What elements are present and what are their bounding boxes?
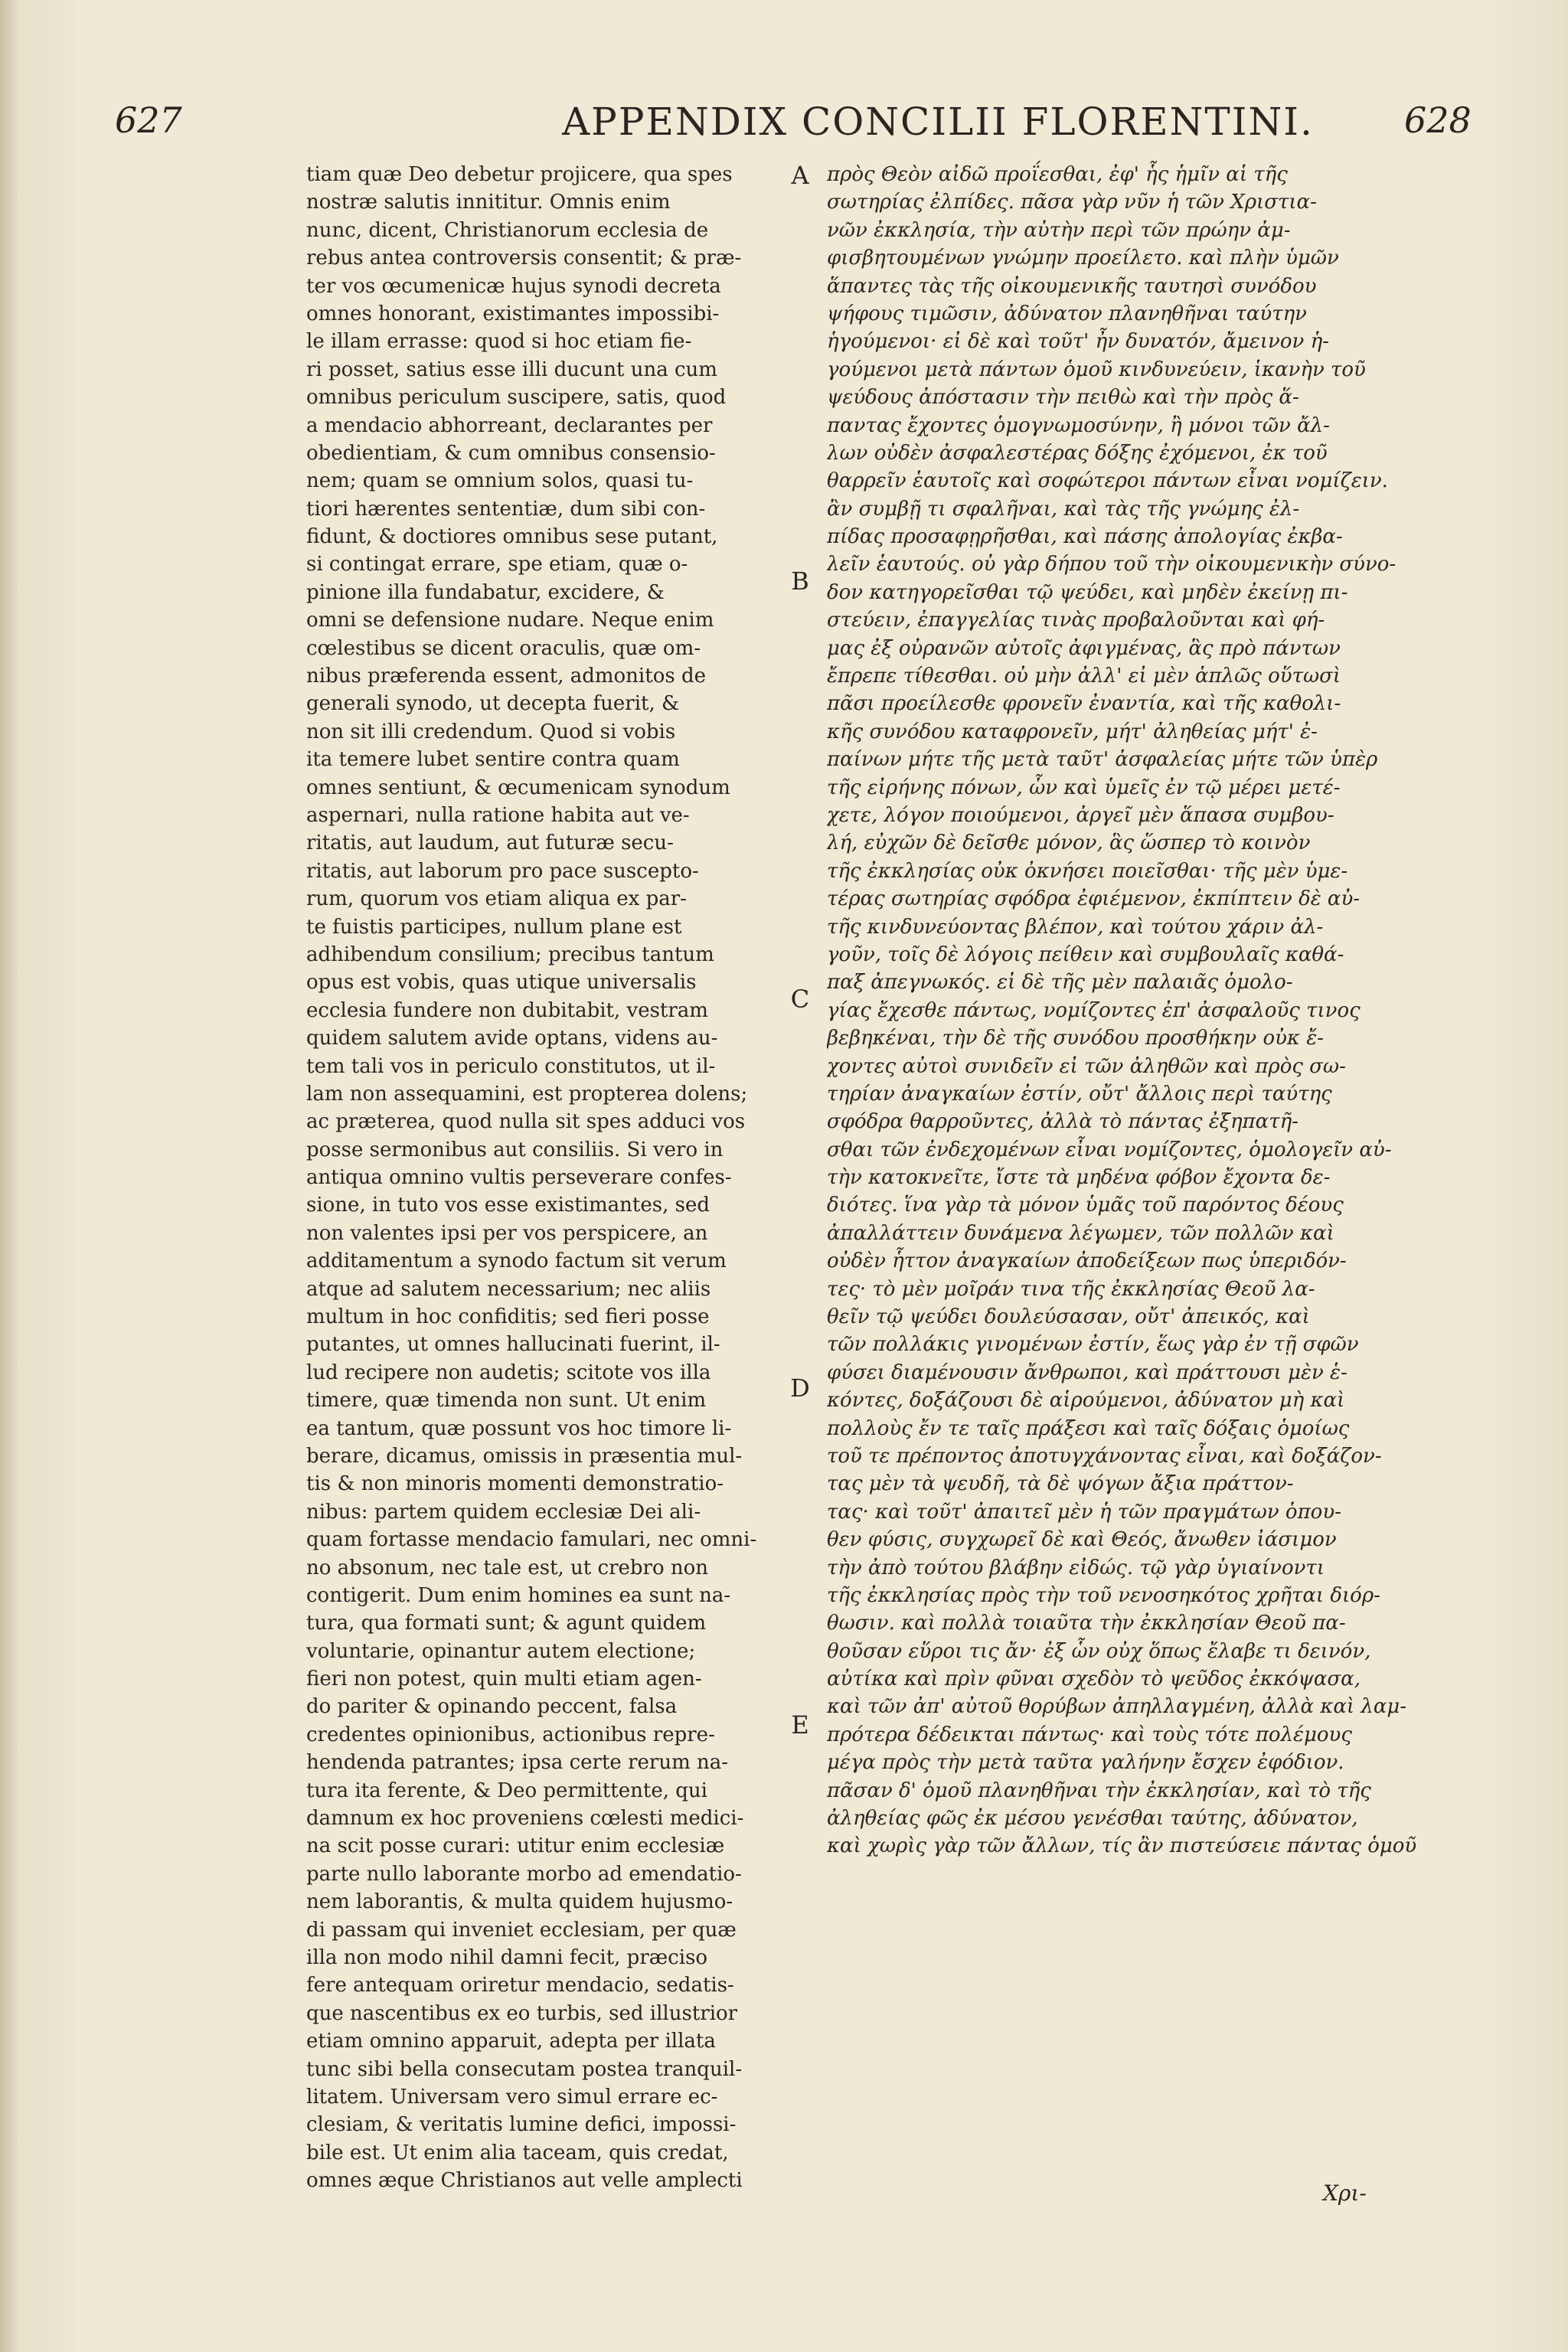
text-line: πᾶσι προείλεσθε φρονεῖν ἐναντία, καὶ τῆς καθολι-: [827, 692, 1341, 716]
text-line: παξ ἀπεγνωκός. εἰ δὲ τῆς μὲν παλαιᾶς ὁμολο-: [827, 971, 1293, 995]
text-line: rum, quorum vos etiam aliqua ex par-: [306, 887, 687, 911]
text-line: do pariter & opinando peccent, falsa: [306, 1695, 678, 1719]
text-line: ψεύδους ἀπόστασιν τὴν πειθὼ καὶ τὴν πρὸς ἅ-: [827, 386, 1299, 410]
text-line: ri posset, satius esse illi ducunt una cum: [306, 358, 717, 381]
text-line: nem; quam se omnium solos, quasi tu-: [306, 469, 694, 493]
text-line: τας μὲν τὰ ψευδῆ, τὰ δὲ ψόγων ἄξια πράττον-: [827, 1472, 1294, 1496]
text-line: non valentes ipsi per vos perspicere, an: [306, 1221, 708, 1245]
text-line: σωτηρίας ἐλπίδες. πᾶσα γὰρ νῦν ἡ τῶν Χριστια-: [827, 191, 1317, 214]
text-line: δον κατηγορεῖσθαι τῷ ψεύδει, καὶ μηδὲν ἐκείνῃ πι-: [827, 580, 1348, 604]
text-line: πᾶσαν δ' ὁμοῦ πλανηθῆναι τὴν ἐκκλησίαν, καὶ τὸ τῆς: [827, 1779, 1371, 1802]
text-line: parte nullo laborante morbo ad emendatio-: [306, 1862, 742, 1886]
text-line: que nascentibus ex eo turbis, sed illustrior: [306, 2001, 738, 2025]
text-line: θωσιν. καὶ πολλὰ τοιαῦτα τὴν ἐκκλησίαν Θεοῦ πα-: [827, 1612, 1346, 1635]
text-line: ἅπαντες τὰς τῆς οἰκουμενικῆς ταυτησὶ συνόδου: [827, 274, 1317, 298]
text-line: ritatis, aut laudum, aut futuræ secu-: [306, 831, 674, 855]
text-line: atque ad salutem necessarium; nec aliis: [306, 1277, 711, 1301]
text-line: τῆς κινδυνεύοντας βλέπον, καὶ τούτου χάριν ἀλ-: [827, 915, 1324, 939]
text-line: τὴν κατοκνεῖτε, ἴστε τὰ μηδένα φόβον ἔχοντα δε-: [827, 1166, 1331, 1190]
text-line: σθαι τῶν ἐνδεχομένων εἶναι νομίζοντες, ὁμολογεῖν αὐ-: [827, 1138, 1392, 1161]
text-line: additamentum a synodo factum sit verum: [306, 1250, 727, 1273]
text-line: sione, in tuto vos esse existimantes, sed: [306, 1194, 710, 1217]
text-line: θεῖν τῷ ψεύδει δουλεύσασαν, οὔτ' ἀπεικός, καὶ: [827, 1305, 1310, 1329]
latin-column: [306, 161, 781, 2243]
section-marker-b: B: [791, 567, 809, 596]
text-line: tem tali vos in periculo constitutos, ut il-: [306, 1054, 716, 1078]
text-line: voluntarie, opinantur autem electione;: [306, 1639, 696, 1663]
text-line: non sit illi credendum. Quod si vobis: [306, 720, 676, 743]
text-line: rebus antea controversis consentit; & præ-: [306, 247, 742, 270]
section-marker-c: C: [790, 985, 810, 1014]
text-line: aspernari, nulla ratione habita aut ve-: [306, 803, 690, 827]
text-line: ἀπαλλάττειν δυνάμενα λέγωμεν, τῶν πολλῶν καὶ: [827, 1221, 1334, 1245]
text-line: timere, quæ timenda non sunt. Ut enim: [306, 1389, 707, 1413]
text-line: τῆς εἰρήνης πόνων, ὧν καὶ ὑμεῖς ἐν τῷ μέρει μετέ-: [827, 776, 1341, 799]
text-line: καὶ τῶν ἀπ' αὐτοῦ θορύβων ἀπηλλαγμένη, ἀλλὰ καὶ λαμ-: [827, 1695, 1407, 1719]
text-line: τῶν πολλάκις γινομένων ἐστίν, ἕως γὰρ ἐν τῇ σφῶν: [827, 1333, 1359, 1357]
text-line: antiqua omnino vultis perseverare confes-: [306, 1166, 732, 1190]
text-line: διότες. ἵνα γὰρ τὰ μόνον ὑμᾶς τοῦ παρόντος δέους: [827, 1194, 1344, 1217]
text-line: quidem salutem avide optans, videns au-: [306, 1027, 718, 1050]
text-line: nem laborantis, & multa quidem hujusmo-: [306, 1890, 733, 1914]
text-line: χετε, λόγον ποιούμενοι, ἀργεῖ μὲν ἅπασα συμβου-: [827, 803, 1334, 827]
text-line: τας· καὶ τοῦτ' ἀπαιτεῖ μὲν ἡ τῶν πραγμάτων ὁπου-: [827, 1500, 1341, 1524]
text-line: contigerit. Dum enim homines ea sunt na-: [306, 1583, 731, 1607]
text-line: λή, εὐχῶν δὲ δεῖσθε μόνον, ἃς ὥσπερ τὸ κοινὸν: [827, 831, 1311, 855]
text-line: κῆς συνόδου καταφρονεῖν, μήτ' ἀληθείας μήτ' ἐ-: [827, 720, 1318, 743]
binding-shadow: [0, 0, 18, 2352]
text-line: obedientiam, & cum omnibus consensio-: [306, 441, 716, 465]
text-line: οὐδὲν ἧττον ἀναγκαίων ἀποδείξεων πως ὑπεριδόν-: [827, 1250, 1347, 1273]
text-line: putantes, ut omnes hallucinati fuerint, il-: [306, 1333, 720, 1357]
text-line: τοῦ τε πρέποντος ἀποτυγχάνοντας εἶναι, καὶ δοξάζον-: [827, 1444, 1382, 1468]
text-line: τὴν ἀπὸ τούτου βλάβην εἰδώς. τῷ γὰρ ὑγιαίνοντι: [827, 1556, 1325, 1579]
text-line: τῆς ἐκκλησίας πρὸς τὴν τοῦ νενοσηκότος χρῆται διόρ-: [827, 1583, 1380, 1607]
text-line: clesiam, & veritatis lumine defici, impossi-: [306, 2113, 737, 2137]
text-line: omnibus periculum suscipere, satis, quod: [306, 386, 727, 410]
text-line: ac præterea, quod nulla sit spes adduci vos: [306, 1110, 746, 1134]
text-line: τες· τὸ μὲν μοῖράν τινα τῆς ἐκκλησίας Θεοῦ λα-: [827, 1277, 1315, 1301]
section-marker-e: E: [791, 1710, 809, 1740]
text-line: a mendacio abhorreant, declarantes per: [306, 413, 713, 437]
running-head: [0, 90, 1568, 144]
text-line: ἀληθείας φῶς ἐκ μέσου γενέσθαι ταύτης, ἀδύνατον,: [827, 1807, 1358, 1831]
text-line: νῶν ἐκκλησία, τὴν αὐτὴν περὶ τῶν πρώην ἀμ-: [827, 218, 1291, 242]
text-line: ter vos œcumenicæ hujus synodi decreta: [306, 274, 721, 298]
text-line: τῆς ἐκκλησίας οὐκ ὀκνήσει ποιεῖσθαι· τῆς μὲν ὑμε-: [827, 859, 1348, 883]
text-line: fere antequam oriretur mendacio, sedatis-: [306, 1974, 734, 1998]
text-line: ritatis, aut laborum pro pace suscepto-: [306, 859, 699, 883]
text-line: lam non assequamini, est propterea dolens;: [306, 1082, 748, 1106]
text-line: μας ἐξ οὐρανῶν αὐτοῖς ἀφιγμένας, ἃς πρὸ πάντων: [827, 636, 1341, 660]
text-line: tiam quæ Deo debetur projicere, qua spes: [306, 163, 733, 186]
text-line: σφόδρα θαρροῦντες, ἀλλὰ τὸ πάντας ἐξηπατῆ-: [827, 1110, 1298, 1134]
text-line: παντας ἔχοντες ὁμογνωμοσύνην, ἢ μόνοι τῶν ἄλ-: [827, 413, 1330, 437]
text-line: damnum ex hoc proveniens cœlesti medici-: [306, 1807, 744, 1831]
running-title: APPENDIX CONCILII FLORENTINI.: [562, 100, 1314, 144]
text-line: fidunt, & doctiores omnibus sese putant,: [306, 525, 718, 549]
text-line: γούμενοι μετὰ πάντων ὁμοῦ κινδυνεύειν, ἱκανὴν τοῦ: [827, 358, 1366, 381]
text-line: posse sermonibus aut consiliis. Si vero in: [306, 1138, 724, 1161]
text-line: le illam errasse: quod si hoc etiam fie-: [306, 330, 692, 354]
text-line: παίνων μήτε τῆς μετὰ ταῦτ' ἀσφαλείας μήτε τῶν ὑπὲρ: [827, 748, 1378, 772]
text-line: χοντες αὐτοὶ συνιδεῖν εἰ τῶν ἀληθῶν καὶ πρὸς σω-: [827, 1054, 1346, 1078]
text-line: fieri non potest, quin multi etiam agen-: [306, 1668, 702, 1691]
text-line: θαρρεῖν ἑαυτοῖς καὶ σοφώτεροι πάντων εἶναι νομίζειν.: [827, 469, 1388, 493]
text-line: berare, dicamus, omissis in præsentia mul-: [306, 1444, 743, 1468]
text-line: multum in hoc confiditis; sed fieri posse: [306, 1305, 710, 1329]
text-line: γοῦν, τοῖς δὲ λόγοις πείθειν καὶ συμβουλαῖς καθά-: [827, 942, 1344, 966]
text-line: τέρας σωτηρίας σφόδρα ἐφιέμενον, ἐκπίπτειν δὲ αὐ-: [827, 887, 1361, 911]
text-line: πίδας προσαφῃρῆσθαι, καὶ πάσης ἀπολογίας ἐκβα-: [827, 525, 1343, 549]
text-line: πρὸς Θεὸν αἰδῶ προΐεσθαι, ἐφ' ἧς ἡμῖν αἱ τῆς: [827, 163, 1288, 186]
text-line: si contingat errare, spe etiam, quæ o-: [306, 553, 688, 577]
text-line: ita temere lubet sentire contra quam: [306, 748, 680, 772]
text-line: di passam qui inveniet ecclesiam, per quæ: [306, 1918, 737, 1942]
text-line: omnes æque Christianos aut velle amplecti: [306, 2169, 743, 2193]
text-line: illa non modo nihil damni fecit, præciso: [306, 1946, 708, 1969]
text-line: nibus: partem quidem ecclesiæ Dei ali-: [306, 1500, 701, 1524]
text-line: tura, qua formati sunt; & agunt quidem: [306, 1612, 707, 1635]
text-line: cœlestibus se dicent oraculis, quæ om-: [306, 636, 701, 660]
text-line: tunc sibi bella consecutam postea tranquil-: [306, 2057, 743, 2081]
text-line: omnes sentiunt, & œcumenicam synodum: [306, 776, 730, 799]
text-line: nostræ salutis innititur. Omnis enim: [306, 191, 671, 214]
catchword: Χρι-: [1323, 2180, 1367, 2206]
text-line: ea tantum, quæ possunt vos hoc timore li-: [306, 1416, 732, 1440]
text-line: no absonum, nec tale est, ut crebro non: [306, 1556, 709, 1579]
text-line: quam fortasse mendacio famulari, nec omni-: [306, 1528, 757, 1552]
text-line: nunc, dicent, Christianorum ecclesia de: [306, 218, 709, 242]
text-line: tis & non minoris momenti demonstratio-: [306, 1472, 724, 1496]
text-line: κόντες, δοξάζουσι δὲ αἱρούμενοι, ἀδύνατον μὴ καὶ: [827, 1389, 1345, 1413]
text-line: credentes opinionibus, actionibus repre-: [306, 1723, 715, 1746]
text-line: τηρίαν ἀναγκαίων ἐστίν, οὔτ' ἄλλοις περὶ ταύτης: [827, 1082, 1332, 1106]
text-line: te fuistis participes, nullum plane est: [306, 915, 682, 939]
greek-column: [827, 161, 1439, 2243]
text-line: λεῖν ἑαυτούς. οὐ γὰρ δήπου τοῦ τὴν οἰκουμενικὴν σύνο-: [827, 553, 1396, 577]
text-line: ἔπρεπε τίθεσθαι. οὐ μὴν ἀλλ' εἰ μὲν ἁπλῶς οὕτωσὶ: [827, 665, 1341, 688]
text-line: hendenda patrantes; ipsa certe rerum na-: [306, 1751, 729, 1775]
text-line: φισβητουμένων γνώμην προείλετο. καὶ πλὴν ὑμῶν: [827, 247, 1339, 270]
text-line: omni se defensione nudare. Neque enim: [306, 609, 714, 632]
text-line: λων οὐδὲν ἀσφαλεστέρας δόξης ἐχόμενοι, ἐκ τοῦ: [827, 441, 1328, 465]
text-line: καὶ χωρὶς γὰρ τῶν ἄλλων, τίς ἂν πιστεύσειε πάντας ὁμοῦ: [827, 1834, 1417, 1858]
section-marker-d: D: [790, 1374, 810, 1403]
page-number-left: 627: [115, 100, 182, 141]
text-line: tiori hærentes sententiæ, dum sibi con-: [306, 497, 706, 521]
text-line: φύσει διαμένουσιν ἄνθρωποι, καὶ πράττουσι μὲν ἑ-: [827, 1361, 1348, 1384]
text-line: μέγα πρὸς τὴν μετὰ ταῦτα γαλήνην ἔσχεν ἐφόδιον.: [827, 1751, 1344, 1775]
text-line: γίας ἔχεσθε πάντως, νομίζοντες ἐπ' ἀσφαλοῦς τινος: [827, 998, 1361, 1022]
text-line: lud recipere non audetis; scitote vos illa: [306, 1361, 711, 1384]
text-line: πολλοὺς ἔν τε ταῖς πράξεσι καὶ ταῖς δόξαις ὁμοίως: [827, 1416, 1350, 1440]
text-line: bile est. Ut enim alia taceam, quis credat,: [306, 2141, 729, 2164]
text-line: θοῦσαν εὕροι τις ἄν· ἐξ ὧν οὐχ ὅπως ἔλαβε τι δεινόν,: [827, 1639, 1371, 1663]
text-line: στεύειν, ἐπαγγελίας τινὰς προβαλοῦνται καὶ φή-: [827, 609, 1325, 632]
text-line: tura ita ferente, & Deo permittente, qui: [306, 1779, 707, 1802]
text-line: adhibendum consilium; precibus tantum: [306, 942, 714, 966]
section-marker-a: A: [791, 161, 809, 190]
text-line: omnes honorant, existimantes impossibi-: [306, 302, 720, 325]
page-number-right: 628: [1404, 100, 1472, 141]
text-line: πρότερα δέδεικται πάντως· καὶ τοὺς τότε πολέμους: [827, 1723, 1352, 1746]
text-line: etiam omnino apparuit, adepta per illata: [306, 2030, 716, 2053]
text-line: na scit posse curari: utitur enim ecclesiæ: [306, 1834, 725, 1858]
text-line: generali synodo, ut decepta fuerit, &: [306, 692, 680, 716]
text-line: pinione illa fundabatur, excidere, &: [306, 580, 665, 604]
text-line: opus est vobis, quas utique universalis: [306, 971, 697, 995]
text-line: βεβηκέναι, τὴν δὲ τῆς συνόδου προσθήκην οὐκ ἔ-: [827, 1027, 1324, 1050]
text-line: nibus præferenda essent, admonitos de: [306, 665, 706, 688]
text-line: ἂν συμβῇ τι σφαλῆναι, καὶ τὰς τῆς γνώμης ἐλ-: [827, 497, 1300, 521]
text-line: litatem. Universam vero simul errare ec-: [306, 2085, 718, 2109]
text-line: αὐτίκα καὶ πρὶν φῦναι σχεδὸν τὸ ψεῦδος ἐκκόψασα,: [827, 1668, 1361, 1691]
text-line: θεν φύσις, συγχωρεῖ δὲ καὶ Θεός, ἄνωθεν ἰάσιμον: [827, 1528, 1337, 1552]
text-line: ἡγούμενοι· εἰ δὲ καὶ τοῦτ' ἦν δυνατόν, ἄμεινον ἡ-: [827, 330, 1329, 354]
text-line: ecclesia fundere non dubitabit, vestram: [306, 998, 708, 1022]
text-line: ψήφους τιμῶσιν, ἀδύνατον πλανηθῆναι ταύτην: [827, 302, 1307, 325]
